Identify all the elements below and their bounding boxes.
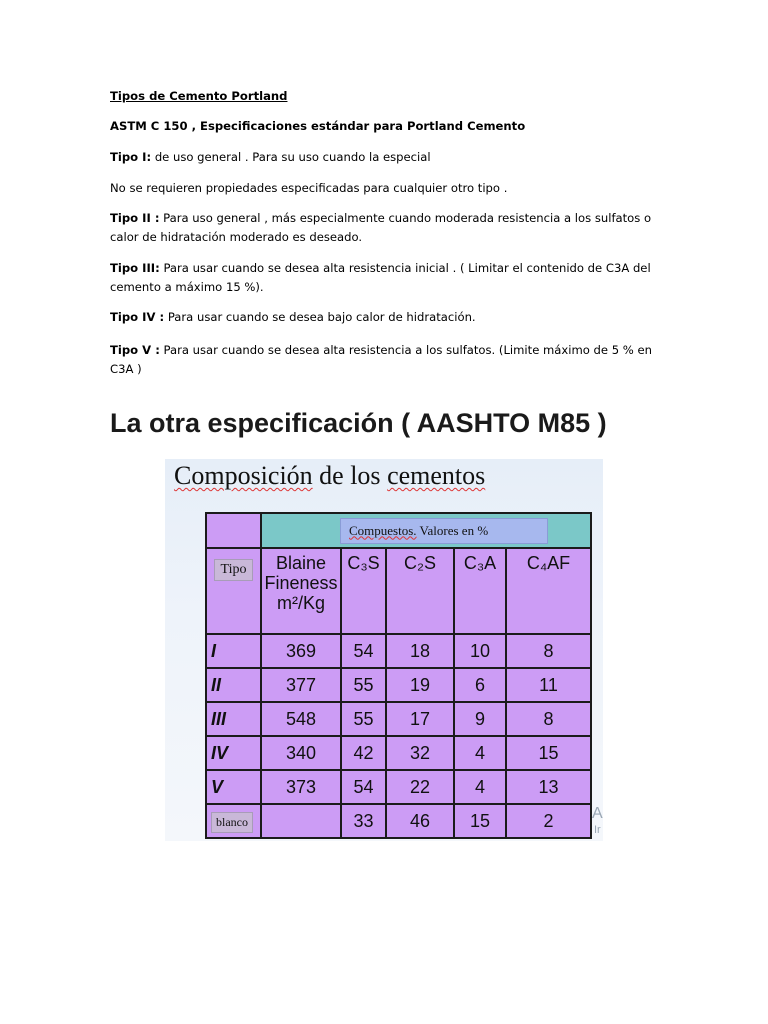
table-row [206, 702, 591, 736]
c3a-cell: 9 [454, 702, 506, 736]
tipo-4-paragraph [110, 308, 670, 327]
c4af-cell: 8 [506, 634, 591, 668]
tipo-5-label: Tipo V : [110, 343, 160, 357]
blaine-header-cell [261, 548, 341, 634]
tipo-2-label: Tipo II : [110, 211, 160, 225]
doc-title: Tipos de Cemento Portland [110, 89, 288, 103]
tipo-1-paragraph [110, 148, 670, 167]
blaine-cell: 373 [261, 770, 341, 804]
c3a-cell: 6 [454, 668, 506, 702]
blaine-line-3: m²/Kg [276, 593, 325, 613]
c2s-cell: 32 [386, 736, 454, 770]
tipo-4-text: Para usar cuando se desea bajo calor de hidratación. [164, 310, 476, 324]
blaine-cell: 340 [261, 736, 341, 770]
c2s-cell: 22 [386, 770, 454, 804]
c4af-cell: 11 [506, 668, 591, 702]
c3a-cell: 10 [454, 634, 506, 668]
tipo-3-text: Para usar cuando se desea alta resistencia inicial . ( Limitar el contenido de C3A del cemento a máximo 15 %). [110, 261, 651, 294]
c2s-cell: 18 [386, 634, 454, 668]
tipo-cell: I [206, 634, 261, 668]
tipo-cell: V [206, 770, 261, 804]
tipo-5-paragraph [110, 341, 670, 379]
c4af-cell: 8 [506, 702, 591, 736]
tipo-2-text: Para uso general , más especialmente cuando moderada resistencia a los sulfatos o calor de hidratación moderado es deseado. [110, 211, 652, 244]
tipo-header-cell [206, 548, 261, 634]
tipo-1-text: de uso general . Para su uso cuando la especial [151, 150, 431, 164]
astm-line: ASTM C 150 , Especificaciones estándar para Portland Cemento [110, 119, 526, 133]
composition-figure [165, 459, 603, 841]
blaine-cell: 369 [261, 634, 341, 668]
table-row [206, 770, 591, 804]
tipo-1-continuation: No se requieren propiedades especificadas para cualquier otro tipo . [110, 181, 508, 195]
tipo-1-label: Tipo I: [110, 150, 152, 164]
tipo-2-paragraph [110, 209, 670, 247]
c3s-cell: 55 [341, 668, 386, 702]
c4af-header-cell: C₄AF [506, 548, 591, 634]
tipo-3-label: Tipo III: [110, 261, 160, 275]
edge-mark-b: Ir [594, 824, 601, 836]
table-row [206, 634, 591, 668]
tipo-cell: III [206, 702, 261, 736]
blaine-cell: 377 [261, 668, 341, 702]
blaine-cell: 548 [261, 702, 341, 736]
c3s-header-cell: C₃S [341, 548, 386, 634]
c4af-cell: 13 [506, 770, 591, 804]
blaine-cell [261, 804, 341, 838]
composition-table [205, 512, 592, 839]
table-row [206, 668, 591, 702]
tipo-cell: II [206, 668, 261, 702]
c3a-cell: 4 [454, 736, 506, 770]
compuestos-label: Compuestos. Valores en % [340, 518, 548, 544]
table-row [206, 804, 591, 838]
c2s-cell: 17 [386, 702, 454, 736]
c3s-cell: 55 [341, 702, 386, 736]
compuestos-header-cell [261, 513, 591, 548]
tipo-3-paragraph [110, 259, 670, 297]
c2s-header-cell: C₂S [386, 548, 454, 634]
tipo-header-label: Tipo [214, 559, 254, 581]
blaine-line-1: Blaine [275, 553, 327, 573]
tipo-cell [206, 804, 261, 838]
c2s-cell: 19 [386, 668, 454, 702]
c2s-cell: 46 [386, 804, 454, 838]
edge-mark-a: A [592, 805, 603, 822]
c3s-cell: 54 [341, 770, 386, 804]
figure-title: Composición de los cementos [174, 461, 486, 490]
c4af-cell: 15 [506, 736, 591, 770]
blaine-line-2: Fineness [264, 573, 338, 593]
tipo-cell: IV [206, 736, 261, 770]
blanco-label: blanco [211, 812, 253, 833]
c4af-cell: 2 [506, 804, 591, 838]
c3s-cell: 54 [341, 634, 386, 668]
c3a-cell: 15 [454, 804, 506, 838]
table-header-row-2 [206, 548, 591, 634]
tipo-5-text: Para usar cuando se desea alta resistencia a los sulfatos. (Limite máximo de 5 % en C3A ) [110, 343, 652, 376]
c3s-cell: 42 [341, 736, 386, 770]
c3a-cell: 4 [454, 770, 506, 804]
tipo-4-label: Tipo IV : [110, 310, 165, 324]
table-row [206, 736, 591, 770]
c3s-cell: 33 [341, 804, 386, 838]
header-empty-cell [206, 513, 261, 548]
table-header-row-1 [206, 513, 591, 548]
aashto-heading: La otra especificación ( AASHTO M85 ) [110, 408, 607, 438]
c3a-header-cell: C₃A [454, 548, 506, 634]
